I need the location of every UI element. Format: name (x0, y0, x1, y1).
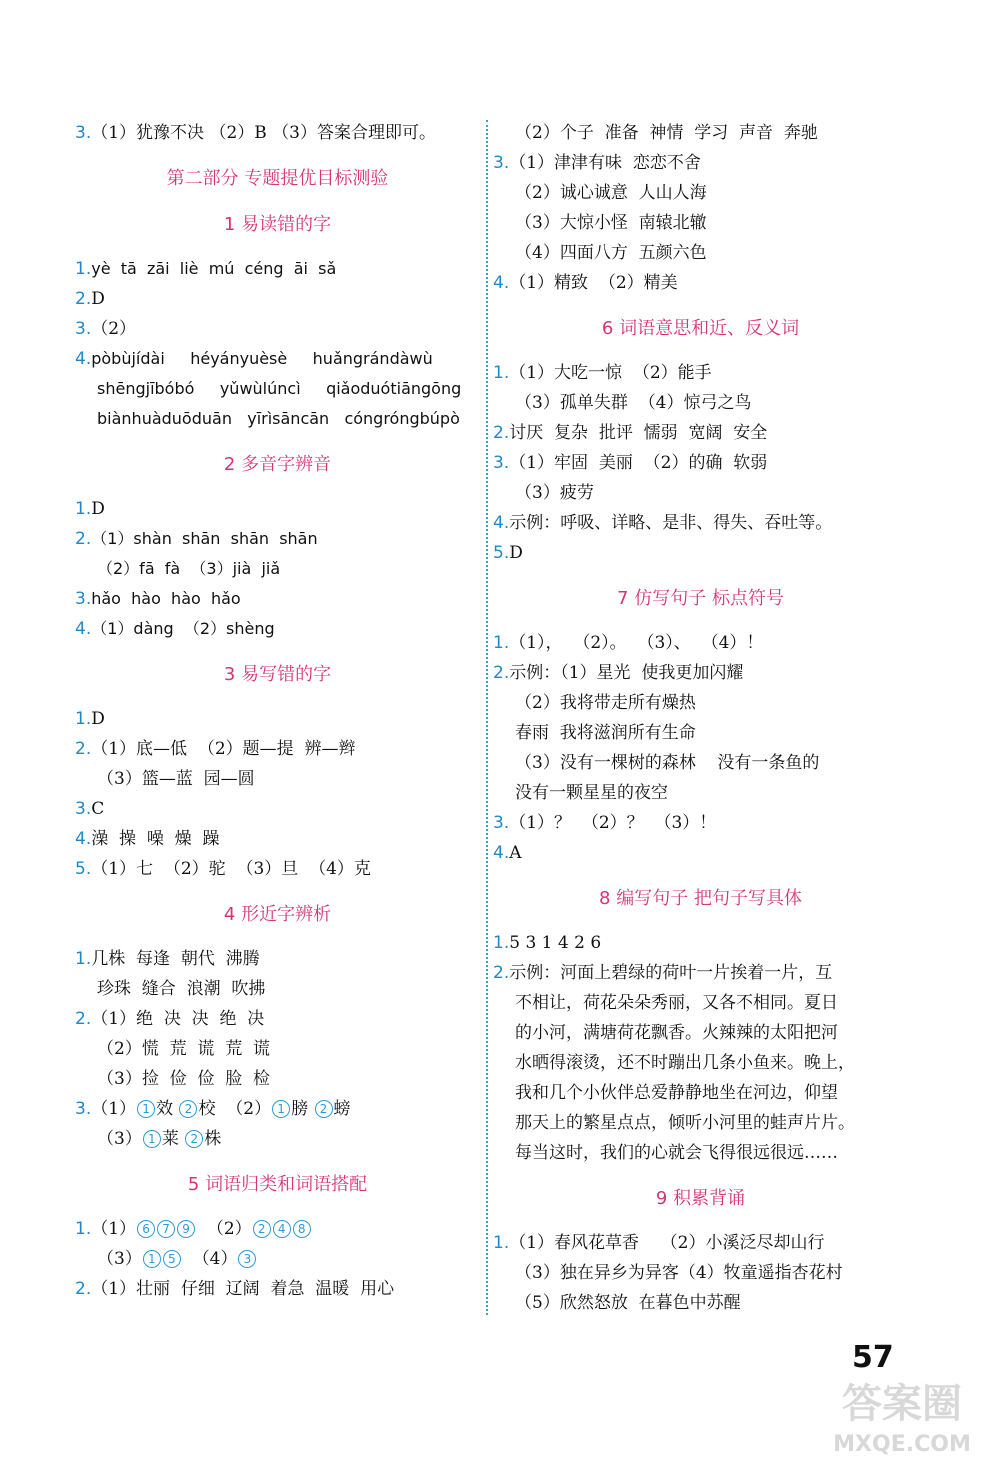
answer-text: （3） (97, 1129, 142, 1149)
answer-line (493, 1078, 908, 1108)
answer-line (75, 704, 480, 734)
answer-text: 每当这时，我们的心就会飞得很远很远…… (515, 1143, 838, 1163)
answer-line (493, 628, 908, 658)
answer-text: 我和几个小伙伴总爱静静地坐在河边，仰望 (515, 1083, 838, 1103)
question-number: 3. (75, 123, 92, 143)
circled-number: 2 (315, 1100, 333, 1118)
answer-line (493, 538, 908, 568)
pinyin-text: pòbùjídài héyányuèsè huǎngrándàwù (91, 349, 433, 368)
pinyin-text: biànhuàduōduān yīrìsāncān cóngróngbúpò (97, 409, 460, 428)
answer-line (75, 614, 480, 644)
answer-line (493, 388, 908, 418)
section-title: 6 词语意思和近、反义词 (601, 318, 800, 339)
circled-number: 3 (238, 1250, 256, 1268)
question-number: 2. (75, 529, 92, 549)
pinyin-text: yè tā zāi liè mú céng āi sǎ (91, 259, 337, 278)
answer-line (493, 268, 908, 298)
answer-text: D (91, 289, 105, 309)
answer-text: （1）？ （2）？ （3）！ (509, 813, 717, 833)
right-column (493, 118, 908, 1318)
answer-text: 不相让，荷花朵朵秀丽，又各不相同。夏日 (515, 993, 838, 1013)
answer-line (75, 494, 480, 524)
circled-number: 4 (273, 1220, 291, 1238)
answer-text: （2） (196, 1219, 252, 1239)
answer-line (75, 254, 480, 284)
question-number: 1. (75, 259, 92, 279)
answer-line (75, 974, 480, 1004)
answer-text: （1）七 （2）驼 （3）旦 （4）克 (91, 859, 371, 879)
answer-text: （1）绝 决 决 绝 决 (91, 1009, 265, 1029)
answer-line (75, 944, 480, 974)
answer-text: （1）大吃一惊 （2）能手 (509, 363, 712, 383)
answer-text: （2） (91, 319, 137, 339)
answer-text: D (91, 499, 105, 519)
section-title: 1 易读错的字 (223, 214, 332, 235)
question-number: 1. (75, 1219, 92, 1239)
question-number: 2. (75, 289, 92, 309)
left-column (75, 118, 480, 1304)
answer-text: 示例：河面上碧绿的荷叶一片挨着一片，互 (509, 963, 833, 983)
circled-number: 2 (179, 1100, 197, 1118)
answer-text: （2）我将带走所有燥热 (515, 693, 696, 713)
answer-line (493, 478, 908, 508)
question-number: 1. (493, 1233, 510, 1253)
answer-text: （1）津津有味 恋恋不舍 (509, 153, 701, 173)
answer-text: 示例：（1）星光 使我更加闪耀 (509, 663, 744, 683)
answer-line (493, 1258, 908, 1288)
circled-number: 1 (143, 1130, 161, 1148)
answer-line (493, 748, 908, 778)
answer-line (75, 344, 480, 374)
watermark-url: MXQE.COM (833, 1432, 971, 1457)
answer-text: A (509, 843, 522, 863)
pinyin-text: shēngjībóbó yǔwùlúncì qiǎoduótiāngōng (97, 379, 462, 398)
question-number: 4. (75, 829, 92, 849)
answer-line (75, 764, 480, 794)
question-number: 2. (75, 1009, 92, 1029)
circled-number: 1 (143, 1250, 161, 1268)
answer-line (75, 794, 480, 824)
question-number: 2. (493, 963, 510, 983)
section-title: 8 编写句子 把句子写具体 (599, 888, 802, 909)
answer-line (75, 1034, 480, 1064)
answer-line (75, 1064, 480, 1094)
answer-text: （3）孤单失群 （4）惊弓之鸟 (515, 393, 752, 413)
answer-text: （2）个子 准备 神情 学习 声音 奔驰 (515, 123, 818, 143)
answer-text: 示例：呼吸、详略、是非、得失、吞吐等。 (509, 513, 833, 533)
answer-line (493, 658, 908, 688)
answer-text: 珍珠 缝合 浪潮 吹拂 (97, 979, 266, 999)
question-number: 1. (75, 499, 92, 519)
answer-line (75, 1124, 480, 1154)
circled-number: 6 (137, 1220, 155, 1238)
section-title: 5 词语归类和词语搭配 (187, 1174, 368, 1195)
section-title: 4 形近字辨析 (223, 904, 332, 925)
answer-line (75, 734, 480, 764)
answer-text: 几株 每逢 朝代 沸腾 (91, 949, 260, 969)
answer-text: （3）独在异乡为异客（4）牧童遥指杏花村 (515, 1263, 843, 1283)
question-number: 4. (75, 619, 92, 639)
answer-line (493, 418, 908, 448)
answer-text: 校 （2） (198, 1099, 272, 1119)
answer-line (75, 1214, 480, 1244)
section-title: 7 仿写句子 标点符号 (617, 588, 784, 609)
section-title: 2 多音字辨音 (223, 454, 332, 475)
question-number: 1. (493, 363, 510, 383)
question-number: 5. (493, 543, 510, 563)
answer-text: 5 3 1 4 2 6 (509, 933, 602, 953)
answer-text: （1）底—低 （2）题—提 辨—辫 (91, 739, 356, 759)
answer-text: （3）大惊小怪 南辕北辙 (515, 213, 707, 233)
section-title: 第二部分 专题提优目标测验 (166, 168, 389, 189)
answer-text: 螃 (333, 1099, 351, 1119)
circled-number: 1 (137, 1100, 155, 1118)
answer-line (493, 1018, 908, 1048)
answer-text: （3）疲劳 (515, 483, 594, 503)
answer-line (493, 448, 908, 478)
watermark (812, 1378, 992, 1466)
question-number: 1. (75, 949, 92, 969)
question-number: 4. (75, 349, 92, 369)
answer-text: （2）诚心诚意 人山人海 (515, 183, 707, 203)
answer-line (493, 1228, 908, 1258)
answer-line (493, 958, 908, 988)
answer-text: C (91, 799, 105, 819)
watermark-logo: 答案圈 (842, 1381, 962, 1427)
circled-number: 5 (163, 1250, 181, 1268)
answer-text: （1）精致 （2）精美 (509, 273, 678, 293)
column-divider (486, 120, 488, 1315)
answer-line (493, 718, 908, 748)
answer-text: 澡 操 噪 燥 躁 (91, 829, 220, 849)
question-number: 3. (75, 799, 92, 819)
answer-text: 莱 (161, 1129, 185, 1149)
question-number: 2. (75, 739, 92, 759)
question-number: 4. (493, 513, 510, 533)
question-number: 3. (75, 1099, 92, 1119)
answer-text: 膀 (291, 1099, 314, 1119)
question-number: 1. (75, 709, 92, 729)
circled-number: 7 (157, 1220, 175, 1238)
question-number: 4. (493, 273, 510, 293)
answer-text: 没有一颗星星的夜空 (515, 783, 668, 803)
answer-text: （1）， （2）。 （3）、 （4）！ (509, 633, 764, 653)
answer-text: （4）四面八方 五颜六色 (515, 243, 707, 263)
question-number: 3. (493, 153, 510, 173)
question-number: 1. (493, 633, 510, 653)
answer-line (75, 374, 480, 404)
answer-line (493, 118, 908, 148)
answer-text: 讨厌 复杂 批评 懦弱 宽阔 安全 (509, 423, 768, 443)
answer-text: （3）篮—蓝 园—圆 (97, 769, 255, 789)
page-number: 57 (852, 1340, 894, 1375)
answer-text: （1）壮丽 仔细 辽阔 着急 温暖 用心 (91, 1279, 395, 1299)
answer-text: 水晒得滚烫，还不时蹦出几条小鱼来。晚上， (515, 1053, 855, 1073)
answer-line (493, 688, 908, 718)
pinyin-text: （2）fā fà （3）jià jiǎ (97, 559, 281, 578)
answer-line (493, 1108, 908, 1138)
pinyin-text: （1）dàng （2）shèng (91, 619, 275, 638)
answer-line (75, 284, 480, 314)
answer-text: （3）没有一棵树的森林 没有一条鱼的 (515, 753, 820, 773)
section-title: 3 易写错的字 (223, 664, 332, 685)
answer-line (493, 808, 908, 838)
answer-text: D (509, 543, 523, 563)
answer-text: （4） (181, 1249, 238, 1269)
circled-number: 8 (293, 1220, 311, 1238)
answer-line (75, 584, 480, 614)
answer-line (75, 854, 480, 884)
answer-line (493, 1138, 908, 1168)
question-number: 4. (493, 843, 510, 863)
answer-text: （1）犹豫不决 （2）B （3）答案合理即可。 (91, 123, 436, 143)
question-number: 1. (493, 933, 510, 953)
question-number: 3. (493, 453, 510, 473)
pinyin-text: hǎo hào hào hǎo (91, 589, 241, 608)
answer-text: （1） (91, 1219, 137, 1239)
answer-text: 的小河，满塘荷花飘香。火辣辣的太阳把河 (515, 1023, 838, 1043)
answer-line (75, 824, 480, 854)
question-number: 2. (493, 423, 510, 443)
answer-line (75, 1004, 480, 1034)
answer-text: （1）牢固 美丽 （2）的确 软弱 (509, 453, 768, 473)
answer-line (493, 508, 908, 538)
answer-line (75, 118, 480, 148)
answer-text: （2）慌 荒 谎 荒 谎 (97, 1039, 271, 1059)
answer-text: 那天上的繁星点点，倾听小河里的蛙声片片。 (515, 1113, 855, 1133)
circled-number: 9 (177, 1220, 195, 1238)
circled-number: 1 (272, 1100, 290, 1118)
answer-line (493, 838, 908, 868)
answer-text: （3） (97, 1249, 142, 1269)
answer-line (493, 778, 908, 808)
answer-line (493, 988, 908, 1018)
answer-text: 株 (204, 1129, 222, 1149)
question-number: 3. (75, 589, 92, 609)
question-number: 2. (75, 1279, 92, 1299)
answer-line (493, 208, 908, 238)
answer-line (493, 238, 908, 268)
answer-line (75, 1274, 480, 1304)
answer-line (493, 178, 908, 208)
answer-line (75, 1094, 480, 1124)
answer-line (75, 524, 480, 554)
answer-text: （1）春风花草香 （2）小溪泛尽却山行 (509, 1233, 825, 1253)
answer-text: （5）欣然怒放 在暮色中苏醒 (515, 1293, 741, 1313)
question-number: 5. (75, 859, 92, 879)
circled-number: 2 (253, 1220, 271, 1238)
answer-line (75, 404, 480, 434)
circled-number: 2 (185, 1130, 203, 1148)
answer-line (75, 1244, 480, 1274)
section-title: 9 积累背诵 (655, 1188, 746, 1209)
answer-line (493, 1048, 908, 1078)
answer-line (493, 148, 908, 178)
question-number: 3. (493, 813, 510, 833)
answer-line (493, 358, 908, 388)
pinyin-text: （1）shàn shān shān shān (91, 529, 318, 548)
answer-line (493, 928, 908, 958)
question-number: 3. (75, 319, 92, 339)
answer-line (75, 314, 480, 344)
answer-line (493, 1288, 908, 1318)
question-number: 2. (493, 663, 510, 683)
answer-line (75, 554, 480, 584)
answer-text: （3）捡 俭 俭 脸 检 (97, 1069, 271, 1089)
answer-text: 春雨 我将滋润所有生命 (515, 723, 696, 743)
answer-text: 效 (156, 1099, 179, 1119)
answer-text: （1） (91, 1099, 137, 1119)
answer-text: D (91, 709, 105, 729)
